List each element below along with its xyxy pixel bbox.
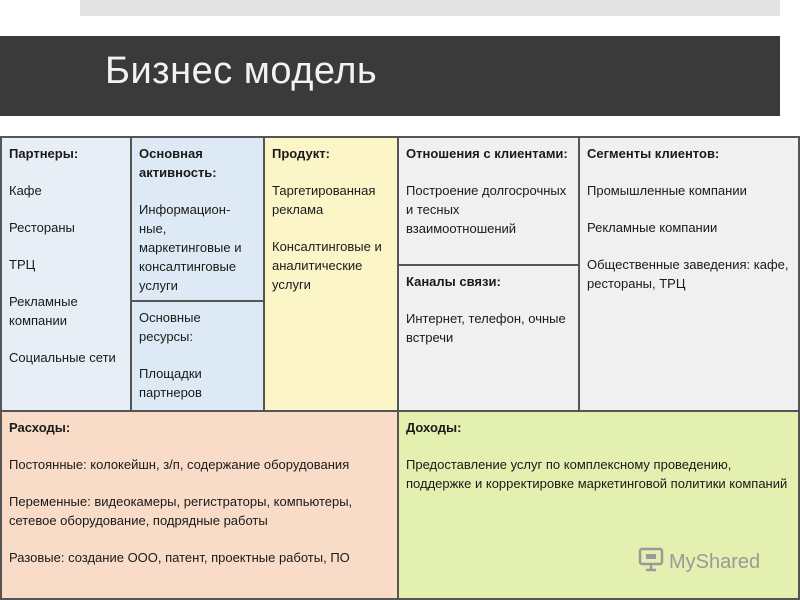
- key-activity-cell: [130, 136, 265, 302]
- list-item: Общественные заведения: кафе, рестораны, ТРЦ: [587, 257, 789, 291]
- channels-text: Интернет, телефон, очные встречи: [406, 311, 566, 345]
- list-item: Промышленные компании: [587, 183, 747, 198]
- partners-header: Партнеры:: [9, 146, 79, 161]
- list-item: Постоянные: колокейшн, з/п, содержание оборудования: [9, 457, 350, 472]
- income-header: Доходы:: [406, 420, 462, 435]
- product-cell: [263, 136, 399, 412]
- key-activity-text: Информацион-ные, маркетинговые и консалтинговые услуги: [139, 202, 242, 293]
- slide-title: Бизнес модель: [105, 50, 378, 92]
- key-resources-header: Основные ресурсы:: [139, 310, 201, 344]
- relations-cell: [397, 136, 580, 266]
- list-item: Социальные сети: [9, 350, 116, 365]
- list-item: Рекламные компании: [587, 220, 718, 235]
- relations-header: Отношения с клиентами:: [406, 146, 568, 161]
- list-item: ТРЦ: [9, 257, 36, 272]
- top-strip: [80, 0, 780, 16]
- list-item: Таргетированная реклама: [272, 183, 376, 217]
- key-resources-cell: [130, 300, 265, 412]
- list-item: Разовые: создание ООО, патент, проектные работы, ПО: [9, 550, 350, 565]
- list-item: Переменные: видеокамеры, регистраторы, компьютеры, сетевое оборудование, подрядные работы: [9, 494, 353, 528]
- list-item: Кафе: [9, 183, 42, 198]
- partners-cell: [0, 136, 132, 412]
- relations-text: Построение долгосрочных и тесных взаимоотношений: [406, 183, 567, 236]
- channels-cell: [397, 264, 580, 412]
- key-resources-text: Площадки партнеров: [139, 366, 202, 400]
- presentation-icon: [638, 546, 664, 578]
- segments-cell: [578, 136, 800, 412]
- list-item: Рестораны: [9, 220, 75, 235]
- segments-header: Сегменты клиентов:: [587, 146, 720, 161]
- title-bar: [0, 36, 780, 116]
- watermark: [638, 546, 760, 578]
- channels-header: Каналы связи:: [406, 274, 501, 289]
- expenses-cell: [0, 410, 399, 600]
- watermark-text: MyShared: [669, 550, 761, 573]
- expenses-header: Расходы:: [9, 420, 71, 435]
- list-item: Консалтинговые и аналитические услуги: [272, 239, 382, 292]
- product-header: Продукт:: [272, 146, 330, 161]
- income-text: Предоставление услуг по комплексному проведению, поддержке и корректировке маркетинговой политики компаний: [406, 457, 788, 491]
- key-activity-header: Основная активность:: [139, 146, 217, 180]
- list-item: Рекламные компании: [9, 294, 78, 328]
